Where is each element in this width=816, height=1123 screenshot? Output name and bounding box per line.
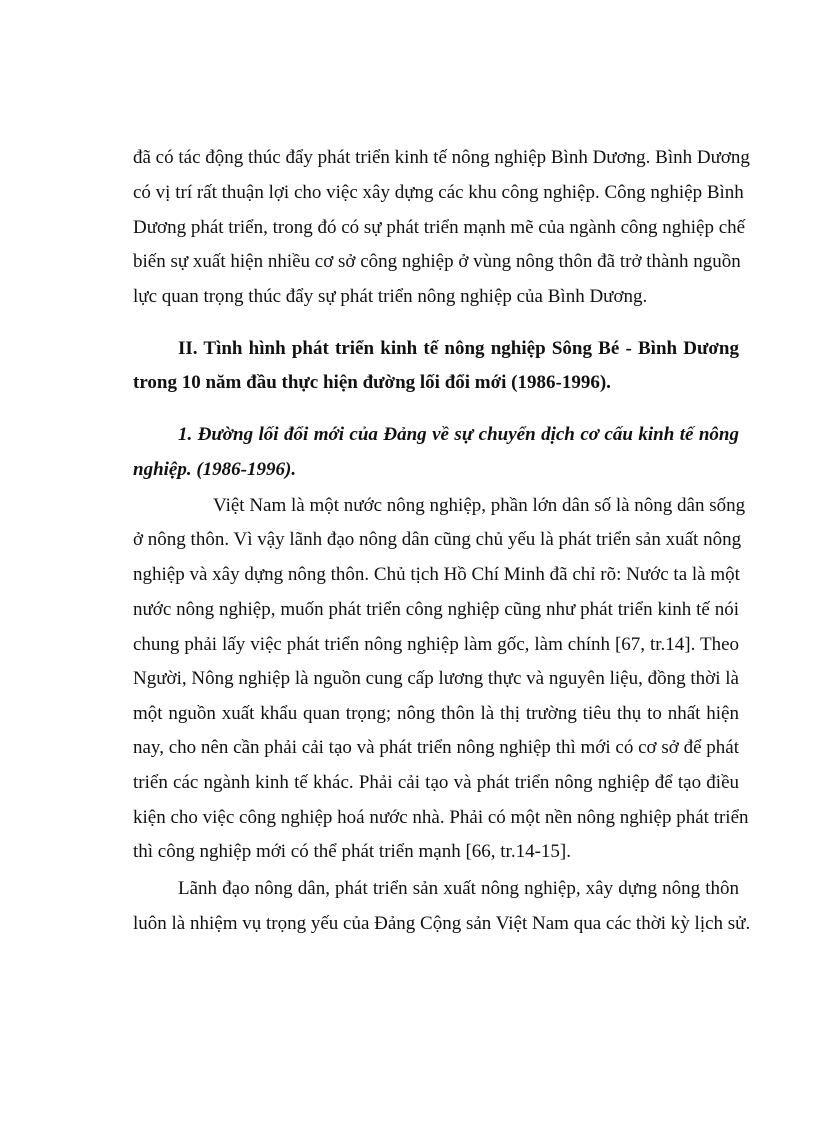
text-line: kiện cho việc công nghiệp hoá nước nhà. Phải có một nền nông nghiệp phát triển <box>133 807 749 828</box>
text-line: lực quan trọng thúc đẩy sự phát triển nông nghiệp của Bình Dương. <box>133 286 648 307</box>
text-line: chung phải lấy việc phát triển nông nghiệp làm gốc, làm chính [67, tr.14]. Theo <box>133 634 739 655</box>
text-line: nghiệp và xây dựng nông thôn. Chủ tịch Hồ Chí Minh đã chỉ rõ: Nước ta là một <box>133 564 740 585</box>
text-line: Dương phát triển, trong đó có sự phát triển mạnh mẽ của ngành công nghiệp chế <box>133 217 746 238</box>
text-line: triển các ngành kinh tế khác. Phải cải tạo và phát triển nông nghiệp để tạo điều <box>133 772 739 793</box>
text-line: Việt Nam là một nước nông nghiệp, phần lớn dân số là nông dân sống <box>213 495 746 516</box>
heading-line: trong 10 năm đầu thực hiện đường lối đổi mới (1986-1996). <box>133 372 611 393</box>
heading-line: II. Tình hình phát triển kinh tế nông nghiệp Sông Bé - Bình Dương <box>178 338 739 359</box>
text-line: có vị trí rất thuận lợi cho việc xây dựng các khu công nghiệp. Công nghiệp Bình <box>133 182 744 203</box>
text-line: nay, cho nên cần phải cải tạo và phát triển nông nghiệp thì mới có cơ sở để phát <box>133 737 739 758</box>
text-line: nước nông nghiệp, muốn phát triển công nghiệp cũng như phát triển kinh tế nói <box>133 599 739 620</box>
text-line: một nguồn xuất khẩu quan trọng; nông thôn là thị trường tiêu thụ to nhất hiện <box>133 703 739 724</box>
subheading-line: 1. Đường lối đổi mới của Đảng về sự chuyển dịch cơ cấu kinh tế nông <box>178 424 739 445</box>
text-line: thì công nghiệp mới có thể phát triển mạnh [66, tr.14-15]. <box>133 841 571 862</box>
text-line: Lãnh đạo nông dân, phát triển sản xuất nông nghiệp, xây dựng nông thôn <box>178 878 739 899</box>
text-line: đã có tác động thúc đẩy phát triển kinh tế nông nghiệp Bình Dương. Bình Dương <box>133 147 750 168</box>
text-line: biến sự xuất hiện nhiều cơ sở công nghiệp ở vùng nông thôn đã trở thành nguồn <box>133 251 741 272</box>
text-line: Người, Nông nghiệp là nguồn cung cấp lương thực và nguyên liệu, đồng thời là <box>133 668 739 689</box>
text-line: ở nông thôn. Vì vậy lãnh đạo nông dân cũng chủ yếu là phát triển sản xuất nông <box>133 529 742 550</box>
subheading-line: nghiệp. (1986-1996). <box>133 459 297 480</box>
text-line: luôn là nhiệm vụ trọng yếu của Đảng Cộng sản Việt Nam qua các thời kỳ lịch sử. <box>133 913 751 934</box>
